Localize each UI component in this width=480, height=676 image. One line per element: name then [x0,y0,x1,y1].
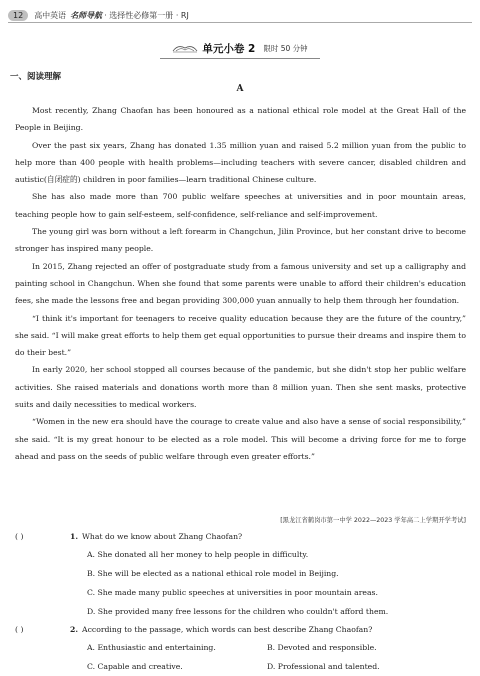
passage-body [15,102,466,465]
brand-logo: 名师导航 [70,10,103,20]
book-title: 高中英语 [34,10,67,20]
unit-banner [0,40,480,56]
option-b: B. Devoted and responsible. [267,643,377,652]
page-header [8,8,472,22]
passage-label: A [236,84,244,94]
question-1 [15,529,470,621]
question-number: 2. [70,625,79,634]
passage-paragraph: “Women in the new era should have the courage to create value and also have a sense of social responsibility,” she said. “It is my great honour to be elected as a role model. This will become a driving force for me to forge ahead and pass on the seeds of public welfare through even greater efforts.” [15,417,466,461]
option-c: C. Capable and creative. [87,662,183,671]
page-number: 12 [8,10,28,21]
question-stem: According to the passage, which words can best describe Zhang Chaofan? [82,625,373,634]
banner-ornament-icon [172,43,198,53]
passage-paragraph: She has also made more than 700 public welfare speeches at universities and in poor mountain areas, teaching people how to gain self-esteem, self-confidence, self-reliance and self-improvement. [15,192,466,219]
passage-paragraph: The young girl was born without a left forearm in Changchun, Jilin Province, but her constant drive to become stronger has inspired many people. [15,227,466,254]
option-a: A. Enthusiastic and entertaining. [87,643,216,652]
passage-paragraph: “I think it's important for teenagers to receive quality education because they are the future of the country,” she said. “I will make great efforts to help them get equal opportunities to pursue their dreams and inspire them to do their best.” [15,313,467,358]
time-limit: 限时 50 分钟 [263,43,308,53]
option-d: D. Professional and talented. [267,662,380,671]
option-b: B. She will be elected as a national ethical role model in Beijing. [87,569,339,578]
unit-title: 单元小卷 2 [202,42,256,55]
passage-paragraph: Over the past six years, Zhang has donated 1.35 million yuan and raised 5.2 million yuan from the public to help more than 400 people with health problems—including teachers with severe cancer, disabled children and autistic(自闭症的) children in poor families—learn traditional Chinese culture. [15,140,466,185]
option-d: D. She provided many free lessons for the children who couldn't afford them. [87,607,389,616]
question-stem: What do we know about Zhang Chaofan? [82,532,243,541]
answer-blank[interactable]: ( ) [15,625,24,634]
option-a: A. She donated all her money to help people in difficulty. [87,550,309,559]
header-divider [8,22,472,23]
option-c: C. She made many public speeches at universities in poor mountain areas. [87,588,378,597]
passage-paragraph: In early 2020, her school stopped all courses because of the pandemic, but she didn't stop her public welfare activities. She raised materials and donations worth more than 8 million yuan. Then she sent masks, protective suits and daily necessities to medical workers. [15,365,466,410]
passage-paragraph: Most recently, Zhang Chaofan has been honoured as a national ethical role model at the Great Hall of the People in Beijing. [15,106,466,133]
answer-blank[interactable]: ( ) [15,532,24,541]
section-heading: 一、阅读理解 [10,72,62,82]
book-subtitle: · 选择性必修第一册 · RJ [104,10,189,20]
passage-source: [黑龙江省鹤岗市第一中学 2022—2023 学年高二上学期开学考试] [280,517,466,524]
question-number: 1. [70,532,79,541]
banner-underline [160,58,320,59]
passage-paragraph: In 2015, Zhang rejected an offer of postgraduate study from a famous university and set up a calligraphy and painting school in Changchun. When she found that some parents were unable to afford their children's education fees, she made the lessons free and began providing 300,000 yuan annually to help them through her foundation. [15,261,466,306]
